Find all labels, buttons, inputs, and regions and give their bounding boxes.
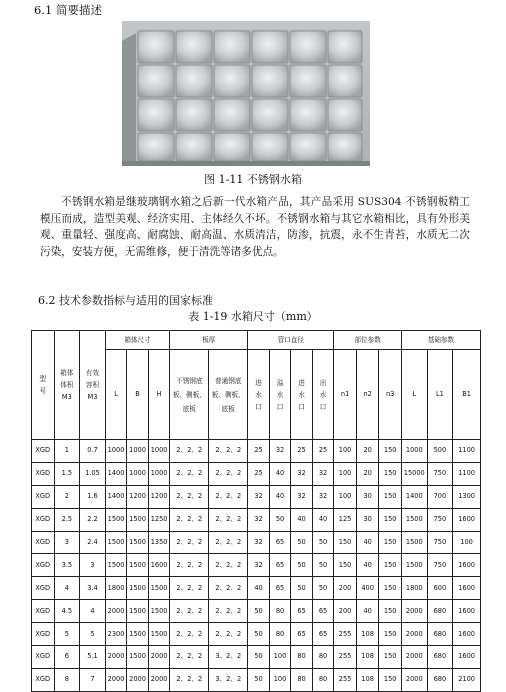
table-cell: 2、2、2 (209, 531, 248, 554)
table-cell: 40 (269, 462, 291, 485)
table-cell: 3、2、2 (209, 646, 248, 669)
table-cell: 255 (334, 668, 357, 691)
table-cell: 2300 (105, 623, 127, 646)
table-cell: 3.4 (80, 577, 106, 600)
table-cell: 700 (427, 485, 453, 508)
table-row (32, 577, 481, 600)
table-cell: 25 (248, 440, 270, 463)
table-cell: 25 (291, 440, 313, 463)
table-cell: 1500 (127, 554, 149, 577)
table-cell: 80 (312, 668, 334, 691)
table-cell: 65 (269, 577, 291, 600)
table-cell: 1500 (148, 577, 170, 600)
table-cell: 32 (269, 440, 291, 463)
table-row (32, 600, 481, 623)
table-cell: 15000 (401, 462, 427, 485)
table-cell: 500 (427, 440, 453, 463)
table-cell: 32 (291, 485, 313, 508)
header-foundation-parameters: 基础参数 (401, 331, 480, 350)
table-cell: 2000 (401, 646, 427, 669)
table-cell: 1000 (401, 440, 427, 463)
table-cell: 108 (356, 668, 379, 691)
table-cell: 1500 (401, 554, 427, 577)
table-cell: 150 (334, 531, 357, 554)
table-cell: 1200 (127, 485, 149, 508)
table-cell: 2、2、2 (170, 531, 209, 554)
header-pipe-diameter: 管口直径 (248, 331, 334, 350)
table-cell: 150 (379, 668, 402, 691)
table-cell: 1800 (401, 577, 427, 600)
table-cell: 200 (334, 600, 357, 623)
table-row (32, 531, 481, 554)
table-cell: 680 (427, 668, 453, 691)
table-cell: 750 (427, 531, 453, 554)
table-cell: 150 (379, 440, 402, 463)
table-cell: 2、2、2 (170, 485, 209, 508)
header-outlet: 出水口 (312, 350, 334, 440)
table-cell: 80 (269, 600, 291, 623)
table-cell: 20 (356, 440, 379, 463)
table-cell: 1200 (148, 485, 170, 508)
table-cell: 1500 (105, 554, 127, 577)
table-cell: 1350 (148, 531, 170, 554)
table-cell: 4 (80, 600, 106, 623)
table-cell: 2、2、2 (209, 462, 248, 485)
table-cell: 400 (356, 577, 379, 600)
table-cell: 2、2、2 (209, 508, 248, 531)
table-cell: 80 (312, 646, 334, 669)
table-cell: 4.5 (54, 600, 80, 623)
table-cell: 1.6 (80, 485, 106, 508)
table-cell: 5 (80, 623, 106, 646)
table-cell: 1600 (453, 554, 481, 577)
table-cell: 1400 (401, 485, 427, 508)
table-cell: 680 (427, 600, 453, 623)
table-cell: 680 (427, 623, 453, 646)
table-cell: 40 (291, 508, 313, 531)
table-cell: 680 (427, 646, 453, 669)
table-cell: 3 (54, 531, 80, 554)
table-cell: 2、2、2 (209, 600, 248, 623)
table-cell: 65 (312, 600, 334, 623)
header-n1: n1 (334, 350, 357, 440)
figure-stainless-tank-photo (122, 21, 370, 166)
header-part-parameters: 部位参数 (334, 331, 402, 350)
table-cell: 108 (356, 646, 379, 669)
section-heading: 6.1 简要描述 (34, 3, 102, 17)
table-cell: 2000 (105, 668, 127, 691)
table-cell: 200 (334, 577, 357, 600)
table-row (32, 485, 481, 508)
table-cell: 1300 (453, 485, 481, 508)
table-cell: 2、2、2 (209, 554, 248, 577)
table-cell: 5 (54, 623, 80, 646)
table-cell: 20 (356, 462, 379, 485)
table-cell: 3 (80, 554, 106, 577)
table-cell: XGD (32, 554, 55, 577)
table-cell: 100 (269, 646, 291, 669)
table-cell: 1500 (105, 531, 127, 554)
table-cell: 100 (334, 440, 357, 463)
table-cell: 1500 (127, 508, 149, 531)
table-cell: XGD (32, 623, 55, 646)
table-cell: 32 (291, 462, 313, 485)
table-cell: 65 (269, 531, 291, 554)
table-cell: 1 (54, 440, 80, 463)
table-cell: 50 (248, 600, 270, 623)
table-row (32, 440, 481, 463)
table-cell: 0.7 (80, 440, 106, 463)
table-cell: 2、2、2 (209, 440, 248, 463)
table-row (32, 462, 481, 485)
table-cell: 65 (291, 623, 313, 646)
table-cell: 1000 (148, 462, 170, 485)
table-cell: 100 (334, 485, 357, 508)
table-cell: 2000 (127, 668, 149, 691)
table-cell: 2、2、2 (170, 462, 209, 485)
table-row (32, 508, 481, 531)
table-cell: 1500 (127, 577, 149, 600)
header-effective-volume: 有效容积M3 (80, 331, 106, 440)
header-B: B (127, 350, 149, 440)
table-cell: 1000 (127, 440, 149, 463)
table-cell: 1600 (148, 554, 170, 577)
table-cell: 1500 (148, 623, 170, 646)
table-cell: 32 (248, 485, 270, 508)
table-cell: 80 (269, 623, 291, 646)
table-cell: 1500 (127, 623, 149, 646)
table-cell: 40 (356, 554, 379, 577)
table-cell: 2000 (401, 600, 427, 623)
table-cell: 50 (312, 577, 334, 600)
table-cell: 50 (291, 531, 313, 554)
table-cell: 80 (291, 646, 313, 669)
table-cell: 50 (248, 668, 270, 691)
table-cell: 150 (379, 485, 402, 508)
header-model: 型号 (32, 331, 55, 440)
table-cell: 2、2、2 (170, 440, 209, 463)
table-cell: 5.1 (80, 646, 106, 669)
table-cell: 1400 (105, 462, 127, 485)
table-cell: 150 (379, 508, 402, 531)
header-B1: B1 (453, 350, 481, 440)
table-cell: 1800 (105, 577, 127, 600)
table-cell: 2、2、2 (209, 577, 248, 600)
table-cell: 1500 (401, 508, 427, 531)
header-H: H (148, 350, 170, 440)
table-cell: 2000 (148, 646, 170, 669)
description-paragraph: 不锈钢水箱是继玻璃钢水箱之后新一代水箱产品，其产品采用 SUS304 不锈钢板精工模压而成，造型美观、经济实用、主体经久不坏。不锈钢水箱与其它水箱相比，具有外形美观、重量轻、强度高、耐腐蚀、耐高温、水质清洁，防渗，抗震，永不生青苔，水质无二次污染，安装方便，无需维修，便于清洗等诸多优点。 (40, 196, 470, 258)
table-cell: 32 (248, 508, 270, 531)
table-cell: 65 (312, 623, 334, 646)
table-cell: 32 (312, 462, 334, 485)
table-cell: 50 (312, 554, 334, 577)
table-cell: 7 (80, 668, 106, 691)
table-cell: 150 (379, 623, 402, 646)
table-cell: 1000 (148, 440, 170, 463)
table-cell: 40 (248, 577, 270, 600)
section2-heading: 6.2 技术参数指标与适用的国家标准 (38, 294, 213, 307)
table-cell: 40 (356, 531, 379, 554)
table-cell: 2、2、2 (170, 508, 209, 531)
table-cell: 100 (334, 462, 357, 485)
table-cell: 2、2、2 (170, 646, 209, 669)
table-cell: 1250 (148, 508, 170, 531)
header-carbon-steel-plate: 普通钢底板、侧板、底板 (209, 350, 248, 440)
header-n3: n3 (379, 350, 402, 440)
table-cell: 50 (248, 646, 270, 669)
table-cell: 750 (427, 554, 453, 577)
table-cell: 150 (379, 577, 402, 600)
table-cell: 1600 (453, 600, 481, 623)
header-inlet-2: 进水口 (291, 350, 313, 440)
header-L1: L1 (427, 350, 453, 440)
table-body (32, 440, 481, 692)
table-cell: 150 (379, 554, 402, 577)
table-cell: 1000 (127, 462, 149, 485)
table-cell: 2、2、2 (170, 600, 209, 623)
table-cell: 1600 (453, 623, 481, 646)
table-cell: XGD (32, 600, 55, 623)
table-cell: 32 (248, 531, 270, 554)
table-cell: 1500 (401, 531, 427, 554)
table-cell: XGD (32, 668, 55, 691)
header-L: L (105, 350, 127, 440)
table-cell: 8 (54, 668, 80, 691)
table-cell: 50 (312, 531, 334, 554)
header-inlet: 进水口 (248, 350, 270, 440)
table-cell: 80 (291, 668, 313, 691)
table-cell: 2000 (148, 668, 170, 691)
table-cell: 25 (312, 440, 334, 463)
table-cell: 65 (269, 554, 291, 577)
table-cell: 750 (427, 462, 453, 485)
table-cell: XGD (32, 646, 55, 669)
header-tank-volume: 箱体体积M3 (54, 331, 80, 440)
stainless-tank-illustration (122, 21, 370, 166)
header-base-L: L (401, 350, 427, 440)
table-cell: 3.5 (54, 554, 80, 577)
table-cell: 255 (334, 646, 357, 669)
table-cell: 1000 (105, 440, 127, 463)
header-plate-thickness: 板厚 (170, 331, 248, 350)
table-cell: 25 (248, 462, 270, 485)
table-cell: 50 (248, 623, 270, 646)
table-cell: 2、2、2 (209, 623, 248, 646)
table-cell: 600 (427, 577, 453, 600)
table-cell: 1600 (453, 577, 481, 600)
table-cell: 750 (427, 508, 453, 531)
table-cell: 2000 (105, 646, 127, 669)
table-cell: 30 (356, 485, 379, 508)
header-tank-dimensions: 箱体尺寸 (105, 331, 170, 350)
header-stainless-plate: 不锈钢底板、侧板、底板 (170, 350, 209, 440)
table-cell: 40 (356, 600, 379, 623)
table-cell: 50 (291, 554, 313, 577)
table-cell: 50 (269, 508, 291, 531)
table-cell: 150 (379, 531, 402, 554)
tank-size-table (31, 330, 481, 692)
table-cell: 2、2、2 (170, 554, 209, 577)
table-cell: 1500 (127, 646, 149, 669)
table-cell: 150 (379, 646, 402, 669)
table-cell: 100 (453, 531, 481, 554)
table-cell: 150 (379, 600, 402, 623)
table-cell: 6 (54, 646, 80, 669)
table-row (32, 554, 481, 577)
table-cell: XGD (32, 508, 55, 531)
table-cell: 65 (291, 600, 313, 623)
table-cell: 1400 (105, 485, 127, 508)
table-cell: XGD (32, 577, 55, 600)
table-cell: 2 (54, 485, 80, 508)
table-cell: 1500 (148, 600, 170, 623)
table-cell: 1100 (453, 462, 481, 485)
table-cell: 2100 (453, 668, 481, 691)
table-cell: 2、2、2 (170, 577, 209, 600)
table-cell: 2000 (401, 668, 427, 691)
table-cell: 2、2、2 (170, 668, 209, 691)
table-cell: 4 (54, 577, 80, 600)
table-cell: 1.5 (54, 462, 80, 485)
table-cell: 50 (291, 577, 313, 600)
table-cell: 2000 (401, 623, 427, 646)
table-cell: XGD (32, 462, 55, 485)
table-cell: 1600 (453, 508, 481, 531)
header-overflow: 溢水口 (269, 350, 291, 440)
table-cell: 32 (248, 554, 270, 577)
table-cell: 2.2 (80, 508, 106, 531)
table-cell: XGD (32, 531, 55, 554)
table-row (32, 646, 481, 669)
header-n2: n2 (356, 350, 379, 440)
table-cell: 100 (269, 668, 291, 691)
table-cell: 3、2、2 (209, 668, 248, 691)
table-row (32, 668, 481, 691)
table-cell: XGD (32, 485, 55, 508)
table-cell: 2000 (105, 600, 127, 623)
table-cell: 2、2、2 (170, 623, 209, 646)
table-caption: 表 1-19 水箱尺寸（mm） (188, 310, 318, 323)
table-cell: 2、2、2 (209, 485, 248, 508)
table-cell: 40 (269, 485, 291, 508)
table-cell: 1500 (127, 600, 149, 623)
table-cell: 1600 (453, 646, 481, 669)
table-cell: 125 (334, 508, 357, 531)
table-cell: 150 (379, 462, 402, 485)
table-cell: 1.05 (80, 462, 106, 485)
table-cell: 32 (312, 485, 334, 508)
table-cell: 1100 (453, 440, 481, 463)
figure-caption: 图 1-11 不锈钢水箱 (204, 173, 302, 186)
table-cell: 1500 (127, 531, 149, 554)
table-cell: 108 (356, 623, 379, 646)
table-cell: 150 (334, 554, 357, 577)
table-cell: 2.5 (54, 508, 80, 531)
table-cell: XGD (32, 440, 55, 463)
table-cell: 1500 (105, 508, 127, 531)
table-cell: 40 (312, 508, 334, 531)
table-cell: 255 (334, 623, 357, 646)
table-cell: 2.4 (80, 531, 106, 554)
table-row (32, 623, 481, 646)
table-cell: 30 (356, 508, 379, 531)
